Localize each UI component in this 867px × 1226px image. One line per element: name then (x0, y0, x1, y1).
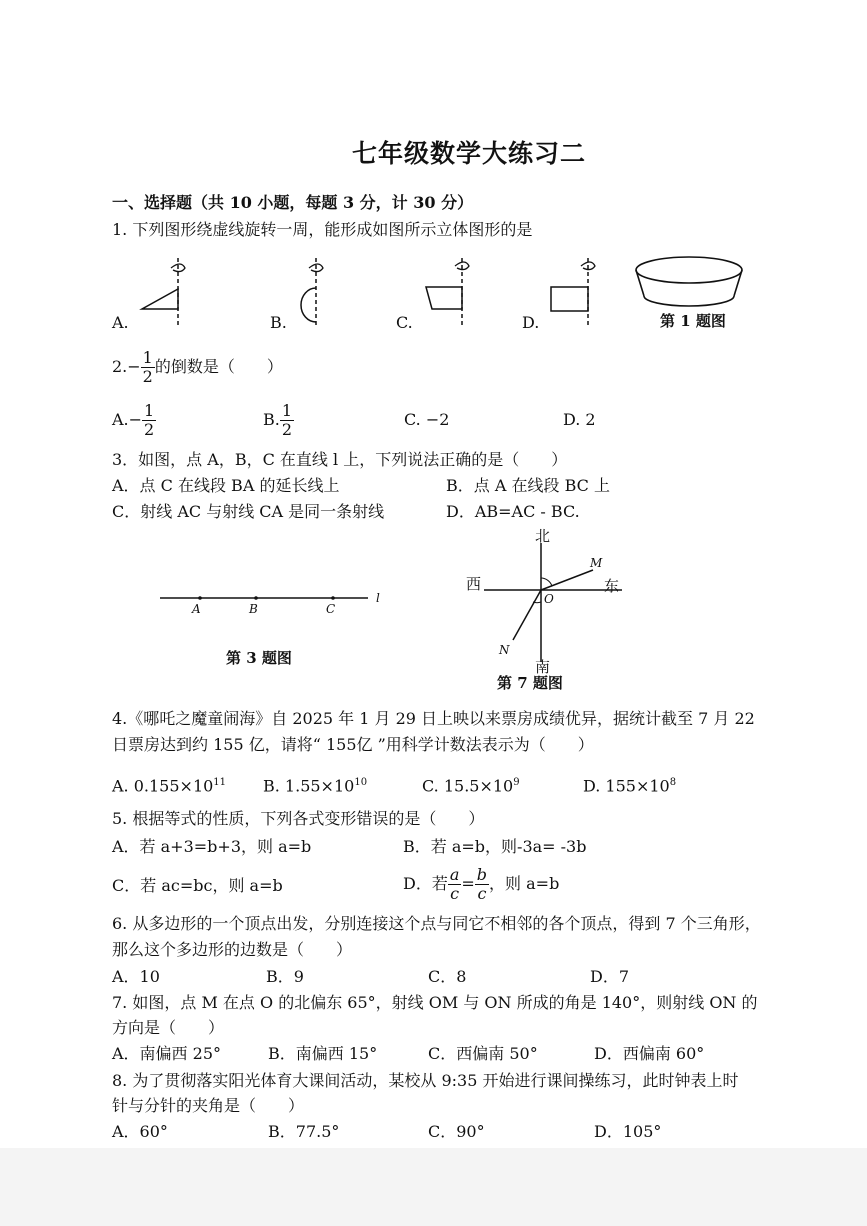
question-4-line-1: 4.《哪吒之魔童闹海》自 2025 年 1 月 29 日上映以来票房成绩优异，据统计截至 7 月 22 (112, 709, 755, 728)
q4-opt-b-exponent: 10 (354, 777, 368, 788)
q8-option-d: D．105° (594, 1122, 662, 1141)
q2-opt-b-label: B. (263, 410, 280, 429)
q7-point-m-label: M (590, 556, 603, 570)
q5-opt-d-fraction-1 (448, 866, 462, 903)
q4-opt-c-exponent: 9 (513, 777, 520, 788)
q6-option-c: C．8 (428, 967, 467, 986)
q3-figure-caption: 第 3 题图 (226, 649, 292, 667)
question-8-line-2: 针与分针的夹角是（ ） (112, 1096, 305, 1115)
question-1-stem: 1. 下列图形绕虚线旋转一周，能形成如图所示立体图形的是 (112, 220, 533, 239)
q5-frac1-numerator: a (449, 865, 460, 884)
q4-opt-d-exponent: 8 (669, 777, 677, 788)
q7-ray-om (541, 570, 593, 590)
q7-point-n-label: N (499, 643, 510, 657)
q3-point-b-label: B (249, 602, 258, 616)
q2-frac-denominator: 2 (142, 367, 153, 386)
q3-point-c-label: C (326, 602, 336, 616)
q5-opt-d-fraction-2 (475, 866, 489, 903)
q2-option-c: C. −2 (404, 410, 450, 429)
q4-option-c (422, 773, 520, 796)
q7-north-label: 北 (535, 527, 551, 545)
q6-option-b: B．9 (266, 967, 304, 986)
q4-option-a (112, 773, 226, 796)
q7-figure-caption: 第 7 题图 (497, 674, 563, 692)
q4-opt-a-base: A. 0.155×10 (112, 776, 214, 796)
q7-west-label: 西 (466, 575, 482, 593)
q7-point-o-label: O (544, 592, 554, 606)
q8-option-c: C．90° (428, 1122, 485, 1141)
q2-opt-a-numerator: 1 (144, 401, 155, 420)
q6-option-d: D．7 (590, 967, 630, 986)
question-3-stem: 3．如图，点 A，B，C 在直线 l 上，下列说法正确的是（ ） (112, 450, 568, 469)
q4-opt-d-base: D. 155×10 (583, 776, 670, 796)
question-4-line-2: 日票房达到约 155 亿，请将“ 155亿 ”用科学计数法表示为（ ） (112, 735, 594, 754)
q3-option-c: C．射线 AC 与射线 CA 是同一条射线 (112, 502, 385, 521)
q5-option-a: A．若 a+3=b+3，则 a=b (112, 837, 312, 856)
q4-option-d (583, 773, 676, 796)
q7-option-c: C．西偏南 50° (428, 1044, 538, 1063)
q5-frac1-denominator: c (450, 884, 460, 903)
q2-minus: − (127, 357, 141, 376)
q7-south-label: 南 (535, 658, 551, 676)
q5-opt-d-prefix: D．若 (403, 874, 448, 893)
q1-option-c: C. (396, 313, 413, 332)
q7-option-d: D．西偏南 60° (594, 1044, 705, 1063)
question-6-line-1: 6. 从多边形的一个顶点出发，分别连接这个点与同它不相邻的各个顶点，得到 7 个三角形， (112, 914, 761, 933)
q3-option-b: B．点 A 在线段 BC 上 (446, 476, 610, 495)
q4-option-b (263, 773, 367, 796)
page-bottom-margin (0, 1148, 867, 1226)
q2-opt-a-minus: − (128, 410, 143, 429)
q4-opt-b-base: B. 1.55×10 (263, 776, 355, 796)
page-title: 七年级数学大练习二 (352, 139, 587, 168)
question-6-line-2: 那么这个多边形的边数是（ ） (112, 940, 353, 959)
q4-opt-c-base: C. 15.5×10 (422, 776, 514, 796)
q5-option-d (403, 864, 559, 904)
q1-figure-caption: 第 1 题图 (660, 312, 726, 330)
question-8-line-1: 8. 为了贯彻落实阳光体育大课间活动，某校从 9:35 开始进行课间操练习，此时钟表上时 (112, 1071, 739, 1090)
q2-stem-tail: 的倒数是（ ） (154, 357, 283, 376)
q5-frac2-numerator: b (476, 865, 488, 884)
q5-option-c: C．若 ac=bc，则 a=b (112, 876, 283, 895)
q8-option-a: A．60° (112, 1122, 168, 1141)
q3-point-a-label: A (192, 602, 201, 616)
q2-opt-a-denominator: 2 (144, 420, 155, 439)
q3-option-d: D．AB=AC - BC. (446, 502, 580, 521)
question-5-stem: 5. 根据等式的性质，下列各式变形错误的是（ ） (112, 809, 485, 828)
q1-option-a: A. (112, 313, 129, 332)
q7-option-a: A．南偏西 25° (112, 1044, 222, 1063)
q3-option-a: A．点 C 在线段 BA 的延长线上 (112, 476, 340, 495)
q5-opt-d-equals: = (461, 874, 475, 893)
q7-ray-on (513, 590, 541, 640)
q2-opt-b-numerator: 1 (281, 401, 293, 420)
q3-line-label: l (376, 591, 380, 605)
q5-frac2-denominator: c (477, 884, 487, 903)
q4-opt-a-exponent: 11 (213, 777, 227, 788)
q1-option-d: D. (522, 313, 540, 332)
q2-opt-b-denominator: 2 (281, 420, 293, 439)
q1-option-b: B. (270, 313, 287, 332)
section-header: 一、选择题（共 10 小题，每题 3 分，计 30 分） (112, 193, 474, 212)
q2-option-d: D. 2 (563, 410, 596, 429)
q5-option-b: B．若 a=b，则-3a= -3b (403, 837, 587, 856)
q7-east-label: 东 (604, 577, 620, 595)
q8-option-b: B．77.5° (268, 1122, 340, 1141)
q7-option-b: B．南偏西 15° (268, 1044, 378, 1063)
q2-frac-numerator: 1 (142, 348, 153, 367)
question-7-line-1: 7. 如图，点 M 在点 O 的北偏东 65°，射线 OM 与 ON 所成的角是 140°，则射线 ON 的 (112, 993, 758, 1012)
q2-opt-a-label: A. (112, 410, 129, 429)
q6-option-a: A．10 (112, 967, 160, 986)
question-7-line-2: 方向是（ ） (112, 1018, 225, 1037)
q2-number: 2. (112, 357, 128, 376)
q5-opt-d-suffix: ，则 a=b (489, 874, 560, 893)
